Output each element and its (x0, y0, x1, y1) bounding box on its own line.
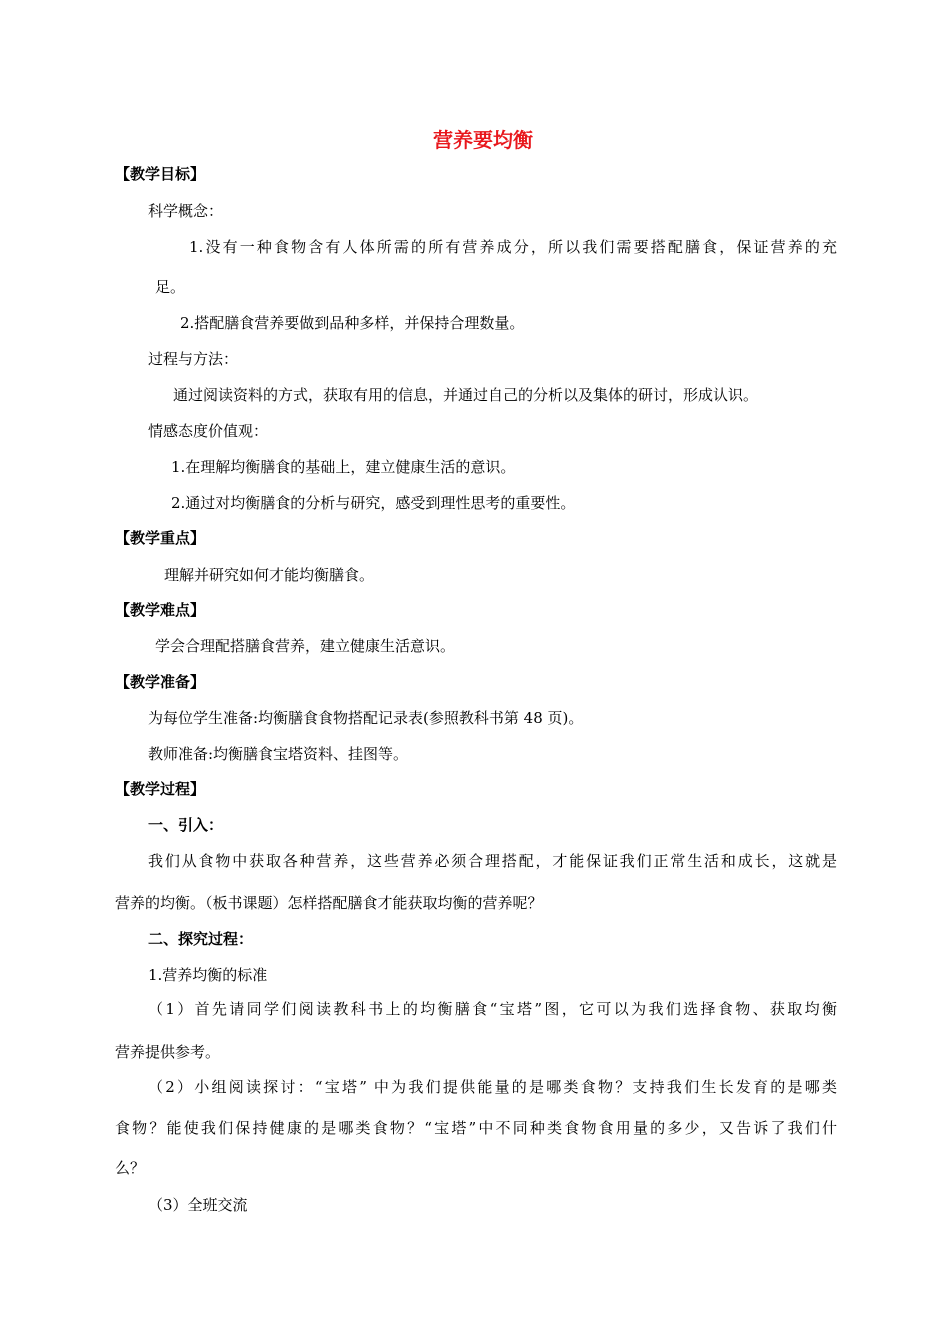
step-1-1-line-a: （1）首先请同学们阅读教科书上的均衡膳食“宝塔”图，它可以为我们选择食物、获取均衡 (148, 1000, 837, 1018)
attitude-2: 2.通过对均衡膳食的分析与研究，感受到理性思考的重要性。 (171, 494, 576, 512)
process-method-1: 通过阅读资料的方式，获取有用的信息，并通过自己的分析以及集体的研讨，形成认识。 (173, 386, 759, 404)
step-1-1-line-b: 营养提供参考。 (115, 1043, 221, 1061)
difficulty-text: 学会合理配搭膳食营养，建立健康生活意识。 (155, 637, 456, 655)
science-concept-1-line-b: 足。 (155, 278, 186, 296)
explore-heading: 二、探究过程： (148, 930, 254, 948)
step-1-3: （3）全班交流 (148, 1196, 248, 1214)
step-1-2-line-a: （2）小组阅读探讨：“宝塔” 中为我们提供能量的是哪类食物？支持我们生长发育的是哪类 (148, 1078, 837, 1096)
preparation-teacher: 教师准备:均衡膳食宝塔资料、挂图等。 (148, 745, 409, 763)
attitude-1: 1.在理解均衡膳食的基础上，建立健康生活的意识。 (171, 458, 516, 476)
science-concept-1-line-a: 1.没有一种食物含有人体所需的所有营养成分，所以我们需要搭配膳食，保证营养的充 (189, 238, 837, 256)
page-title: 营养要均衡 (433, 128, 533, 152)
intro-line-b: 营养的均衡。（板书课题）怎样搭配膳食才能获取均衡的营养呢？ (115, 894, 543, 912)
science-concept-2: 2.搭配膳食营养要做到品种多样，并保持合理数量。 (180, 314, 525, 332)
preparation-heading: 【教学准备】 (115, 673, 206, 691)
step-1-2-line-c: 么？ (115, 1159, 146, 1177)
science-concept-label: 科学概念： (148, 202, 224, 220)
key-point-text: 理解并研究如何才能均衡膳食。 (164, 566, 375, 584)
process-method-label: 过程与方法： (148, 350, 239, 368)
key-point-heading: 【教学重点】 (115, 529, 206, 547)
step-1-title: 1.营养均衡的标准 (148, 966, 268, 984)
intro-heading: 一、引入： (148, 816, 224, 834)
intro-line-a: 我们从食物中获取各种营养，这些营养必须合理搭配，才能保证我们正常生活和成长，这就是 (148, 852, 837, 870)
step-1-2-line-b: 食物？能使我们保持健康的是哪类食物？“宝塔”中不同种类食物食用量的多少，又告诉了我们什 (115, 1119, 837, 1137)
attitude-label: 情感态度价值观： (148, 422, 269, 440)
objectives-heading: 【教学目标】 (115, 165, 206, 183)
procedure-heading: 【教学过程】 (115, 780, 206, 798)
difficulty-heading: 【教学难点】 (115, 601, 206, 619)
preparation-student: 为每位学生准备:均衡膳食食物搭配记录表(参照教科书第 48 页)。 (148, 709, 584, 727)
